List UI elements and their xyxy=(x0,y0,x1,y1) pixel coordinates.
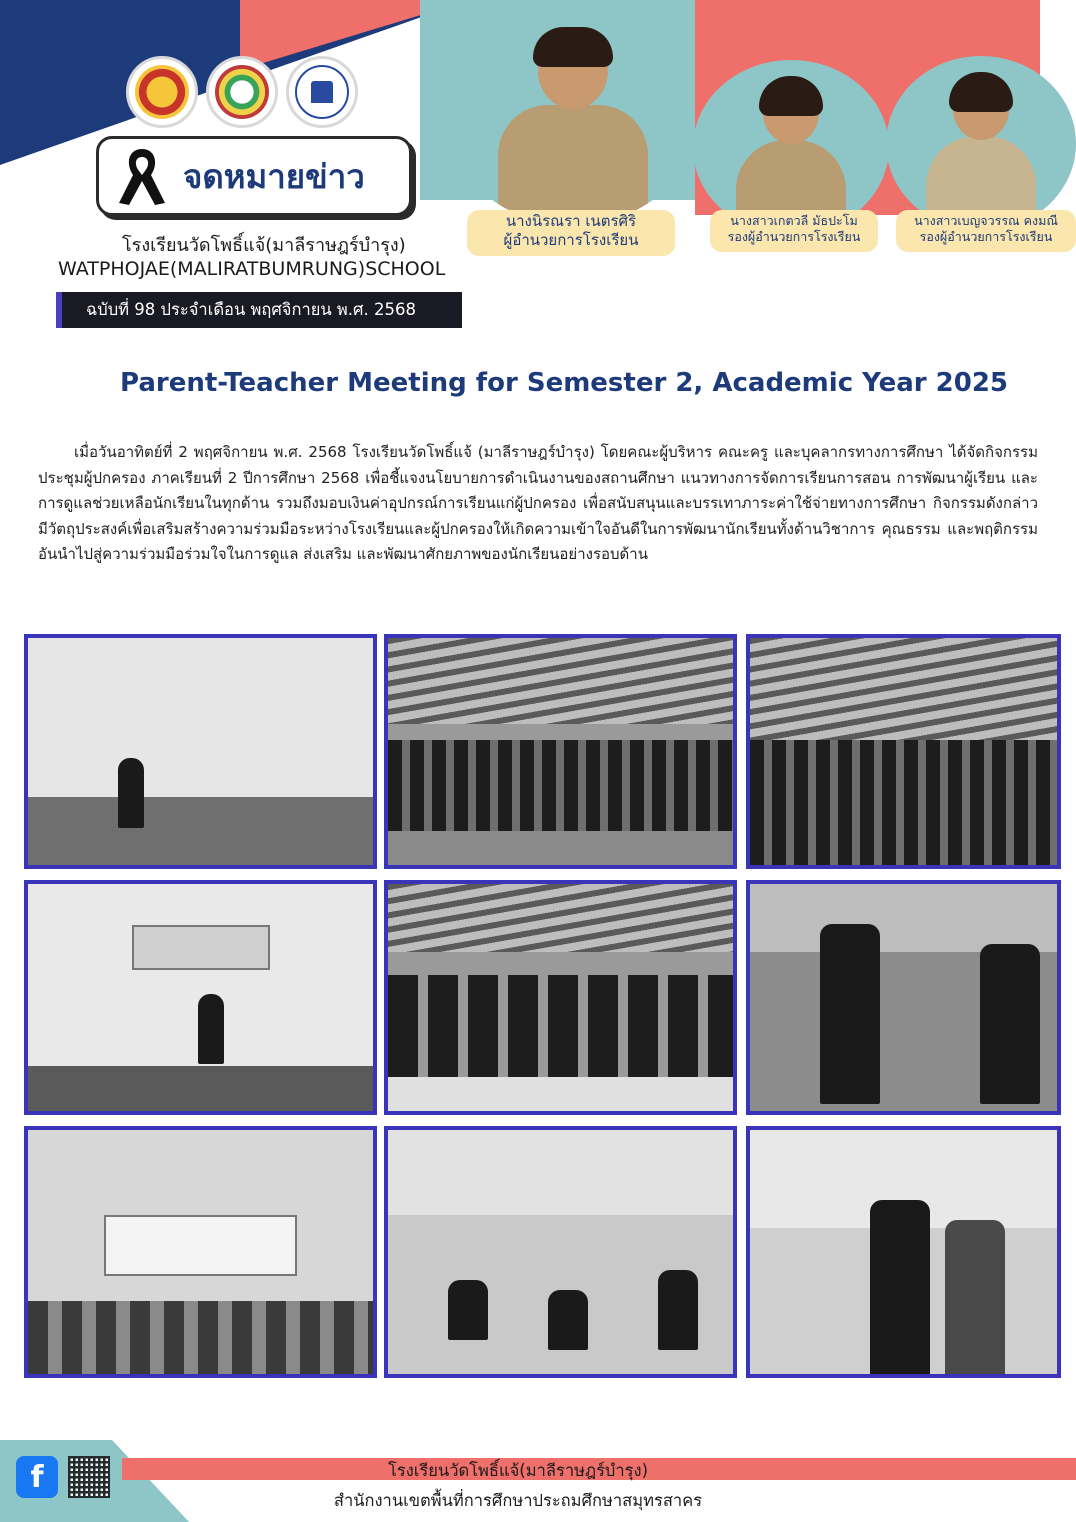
school-name-thai: โรงเรียนวัดโพธิ์แจ้(มาลีราษฎร์บำรุง) xyxy=(122,235,406,256)
footer-school-name: โรงเรียนวัดโพธิ์แจ้(มาลีราษฎร์บำรุง) xyxy=(387,1461,649,1480)
article-body: เมื่อวันอาทิตย์ที่ 2 พฤศจิกายน พ.ศ. 2568 โรงเรียนวัดโพธิ์แจ้ (มาลีราษฎร์บำรุง) โดยคณะผู้บริหาร คณะครู และบุคลากรทางการศึกษา ได้จัดกิจกรรม ประชุมผู้ปกครอง ภาคเรียนที่ 2 ปีการศึกษา 2568 เพื่อชี้แจงนโยบายการดำเนินงานของสถานศึกษา แนวทางการจัดการเรียนการสอน การพัฒนาผู้เรียน และการดูแลช่วยเหลือนักเรียนในทุกด้าน รวมถึงมอบเงินค่าอุปกรณ์การเรียนแก่ผู้ปกครอง เพื่อสนับสนุนและบรรเทาภาระค่าใช้จ่ายทางการศึกษา กิจกรรมดังกล่าวมีวัตถุประสงค์เพื่อเสริมสร้างความร่วมมือระหว่างโรงเรียนและผู้ปกครองให้เกิดความเข้าใจอันดีในการพัฒนานักเรียนทั้งด้านวิชาการ คุณธรรม และพฤติกรรม อันนำไปสู่ความร่วมมือร่วมใจในการดูแล ส่งเสริม และพัฒนาศักยภาพของนักเรียนอย่างรอบด้าน xyxy=(38,443,1038,563)
deputy-2-role: รองผู้อำนวยการโรงเรียน xyxy=(919,228,1053,244)
photo-meeting-stage xyxy=(24,880,377,1115)
deputy-director-2-portrait xyxy=(886,56,1076,231)
photo-memorial-altar xyxy=(24,634,377,869)
newsletter-title: จดหมายข่าว xyxy=(183,156,365,196)
photo-staff-seated xyxy=(384,880,737,1115)
school-name-english: WATPHOJAE(MALIRATBUMRUNG)SCHOOL xyxy=(58,258,446,280)
footer-office-name: สำนักงานเขตพื้นที่การศึกษาประถมศึกษาสมุทรสาคร xyxy=(333,1491,703,1510)
deputy-2-name: นางสาวเบญจวรรณ คงมณี xyxy=(914,213,1058,228)
issue-label: ฉบับที่ 98 ประจำเดือน พฤศจิกายน พ.ศ. 2568 xyxy=(56,292,462,328)
deputy-2-caption xyxy=(896,210,1076,252)
photo-assembly-standing xyxy=(384,634,737,869)
article-headline: Parent-Teacher Meeting for Semester 2, Academic Year 2025 xyxy=(119,368,1009,398)
director-role: ผู้อำนวยการโรงเรียน xyxy=(503,230,639,249)
deputy-director-1-portrait xyxy=(693,60,889,235)
photo-registration xyxy=(746,880,1061,1115)
mourning-ribbon-icon xyxy=(107,141,177,211)
deputy-1-caption xyxy=(710,210,878,252)
logo-row xyxy=(126,56,358,128)
photo-classroom-presentation xyxy=(24,1126,377,1378)
quality-school-logo xyxy=(286,56,358,128)
photo-fund-handover xyxy=(746,1126,1061,1378)
newsletter-title-box xyxy=(96,136,412,216)
photo-classroom-floor xyxy=(384,1126,737,1378)
director-name: นางนิรณรา เนตรศิริ xyxy=(505,212,637,230)
facebook-icon[interactable]: f xyxy=(16,1456,58,1498)
school-logo xyxy=(206,56,278,128)
deputy-1-name: นางสาวเกตวลี มัธปะโม xyxy=(730,213,858,228)
ministry-logo xyxy=(126,56,198,128)
deputy-1-role: รองผู้อำนวยการโรงเรียน xyxy=(727,228,861,244)
director-caption xyxy=(467,210,675,256)
director-portrait xyxy=(450,20,695,225)
photo-hall-crowd xyxy=(746,634,1061,869)
